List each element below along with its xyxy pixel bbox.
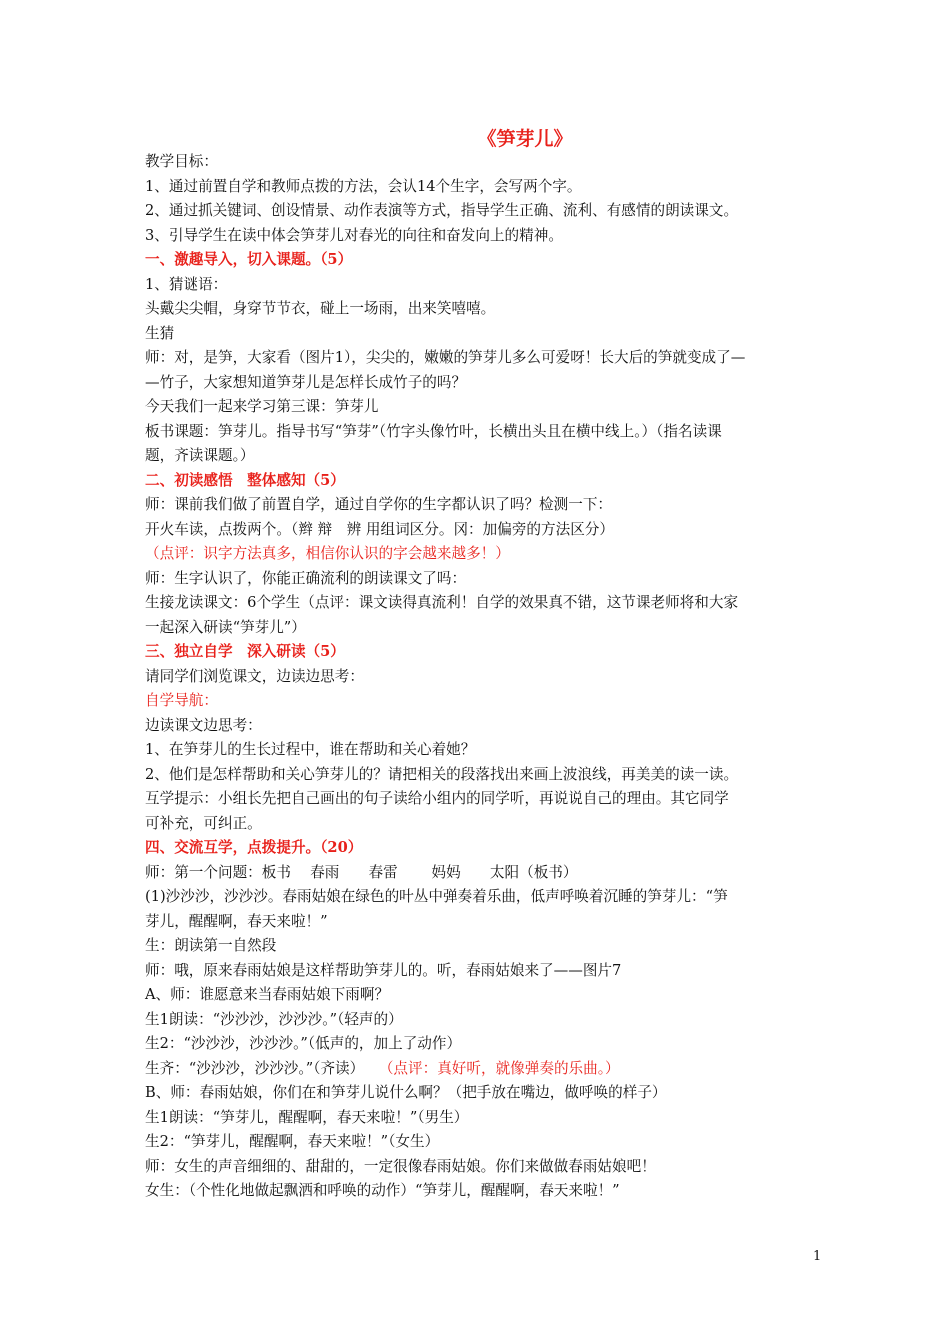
text-line: 生接龙读课文：6个学生（点评：课文读得真流利！自学的效果真不错，这节课老师将和大家 xyxy=(145,594,739,611)
text-line: 师：对，是笋，大家看（图片1），尖尖的，嫩嫩的笋芽儿多么可爱呀！长大后的笋就变成了— xyxy=(145,349,746,366)
text-line: 生猜 xyxy=(145,324,175,342)
text-line: 生2：“笋芽儿，醒醒啊，春天来啦！”（女生） xyxy=(145,1133,440,1150)
text-segment: 生齐：“沙沙沙，沙沙沙。”（齐读） xyxy=(145,1059,357,1077)
page-title: 《笋芽儿》 xyxy=(477,128,573,150)
text-line: 生：朗读第一自然段 xyxy=(145,937,277,954)
text-line: 师：课前我们做了前置自学，通过自学你的生字都认识了吗？检测一下： xyxy=(145,496,613,513)
text-line: 3、引导学生在读中体会笋芽儿对春光的向往和奋发向上的精神。 xyxy=(145,226,563,244)
text-line: 生1朗读：“笋芽儿，醒醒啊，春天来啦！”（男生） xyxy=(145,1108,469,1126)
text-line: A、师：谁愿意来当春雨姑娘下雨啊？ xyxy=(145,986,390,1003)
text-line: 板书课题：笋芽儿。指导书写“笋芽”（竹字头像竹叶，长横出头且在横中线上。）（指名读课 xyxy=(145,422,722,440)
comment-segment: （点评：真好听，就像弹奏的乐曲。） xyxy=(386,1059,620,1077)
text-line: 开火车读，点拨两个。（辫 辩 辨 用组词区分。冈：加偏旁的方法区分） xyxy=(145,520,614,538)
text-line: 教学目标： xyxy=(145,153,218,170)
text-line: 师：女生的声音细细的、甜甜的，一定很像春雨姑娘。你们来做做春雨姑娘吧！ xyxy=(145,1157,656,1175)
text-line: 生2：“沙沙沙，沙沙沙。”（低声的，加上了动作） xyxy=(145,1035,462,1052)
section-heading: 三、独立自学 深入研读（5） xyxy=(145,643,345,660)
text-line: 头戴尖尖帽，身穿节节衣，碰上一场雨，出来笑嘻嘻。 xyxy=(145,300,496,317)
text-line: 1、在笋芽儿的生长过程中，谁在帮助和关心着她？ xyxy=(145,741,476,758)
text-line: (1)沙沙沙，沙沙沙。春雨姑娘在绿色的叶丛中弹奏着乐曲，低声呼唤着沉睡的笋芽儿：“笋 xyxy=(145,888,728,905)
text-line: 女生：（个性化地做起飘洒和呼唤的动作）“笋芽儿，醒醒啊，春天来啦！” xyxy=(145,1182,620,1199)
section-heading: 二、初读感悟 整体感知（5） xyxy=(145,471,345,489)
comment-line: （点评：识字方法真多，相信你认识的字会越来越多！） xyxy=(145,545,510,562)
section-heading: 四、交流互学，点拨提升。（20） xyxy=(145,839,363,856)
text-line: 2、通过抓关键词、创设情景、动作表演等方式，指导学生正确、流利、有感情的朗读课文。 xyxy=(145,202,739,219)
text-line: 芽儿，醒醒啊，春天来啦！” xyxy=(145,912,328,930)
text-line: 生1朗读：“沙沙沙，沙沙沙。”（轻声的） xyxy=(145,1010,403,1028)
text-line: 互学提示：小组长先把自己画出的句子读给小组内的同学听，再说说自己的理由。其它同学 xyxy=(145,790,729,807)
document-body xyxy=(145,150,813,1204)
text-line: 题，齐读课题。） xyxy=(145,447,255,464)
text-line-with-comment xyxy=(145,1057,813,1082)
text-line: 师：哦，原来春雨姑娘是这样帮助笋芽儿的。听，春雨姑娘来了——图片7 xyxy=(145,961,622,979)
text-line: 1、猜谜语： xyxy=(145,275,228,293)
text-line: 师：生字认识了，你能正确流利的朗读课文了吗： xyxy=(145,569,467,587)
text-line: 边读课文边思考： xyxy=(145,716,262,734)
section-heading: 一、激趣导入，切入课题。（5） xyxy=(145,251,353,268)
text-line: B、师：春雨姑娘，你们在和笋芽儿说什么啊？（把手放在嘴边，做呼唤的样子） xyxy=(145,1084,667,1101)
subheading-line: 自学导航： xyxy=(145,692,218,709)
text-line: —竹子，大家想知道笋芽儿是怎样长成竹子的吗？ xyxy=(145,373,467,391)
page-number: 1 xyxy=(813,1249,822,1264)
text-line: 1、通过前置自学和教师点拨的方法，会认14个生字，会写两个字。 xyxy=(145,177,582,195)
text-line: 今天我们一起来学习第三课：笋芽儿 xyxy=(145,398,379,415)
text-line: 2、他们是怎样帮助和关心笋芽儿的？请把相关的段落找出来画上波浪线，再美美的读一读。 xyxy=(145,765,739,783)
text-line: 可补充，可纠正。 xyxy=(145,814,262,832)
text-line: 请同学们浏览课文，边读边思考： xyxy=(145,667,364,685)
text-line: 一起深入研读“笋芽儿”） xyxy=(145,618,306,636)
text-line: 师：第一个问题：板书 春雨 春雷 妈妈 太阳（板书） xyxy=(145,863,578,881)
